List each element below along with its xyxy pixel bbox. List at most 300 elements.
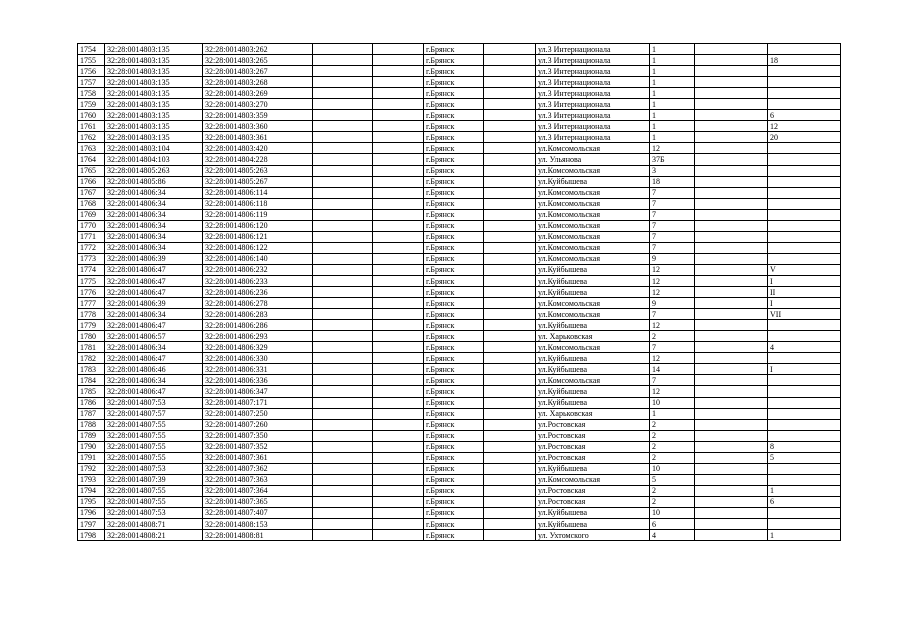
city-cell: г.Брянск bbox=[424, 231, 484, 242]
col-7-cell bbox=[484, 419, 536, 430]
apartment-number-cell bbox=[768, 231, 841, 242]
row-number-cell: 1781 bbox=[78, 342, 105, 353]
house-number-cell: 2 bbox=[650, 331, 695, 342]
col-10-cell bbox=[695, 143, 768, 154]
col-5-cell bbox=[373, 143, 424, 154]
col-5-cell bbox=[373, 198, 424, 209]
parent-cadastral-number-cell: 32:28:0014806:47 bbox=[105, 275, 203, 286]
cadastral-number-cell: 32:28:0014806:283 bbox=[203, 309, 313, 320]
col-10-cell bbox=[695, 298, 768, 309]
street-cell: ул.Комсомольская bbox=[536, 253, 650, 264]
col-5-cell bbox=[373, 375, 424, 386]
house-number-cell: 7 bbox=[650, 342, 695, 353]
street-cell: ул.3 Интернационала bbox=[536, 121, 650, 132]
parent-cadastral-number-cell: 32:28:0014806:34 bbox=[105, 187, 203, 198]
cadastral-number-cell: 32:28:0014803:361 bbox=[203, 132, 313, 143]
parent-cadastral-number-cell: 32:28:0014806:39 bbox=[105, 253, 203, 264]
street-cell: ул. Харьковская bbox=[536, 408, 650, 419]
col-4-cell bbox=[313, 99, 373, 110]
table-row bbox=[78, 452, 841, 463]
col-7-cell bbox=[484, 342, 536, 353]
col-4-cell bbox=[313, 485, 373, 496]
row-number-cell: 1769 bbox=[78, 209, 105, 220]
col-5-cell bbox=[373, 242, 424, 253]
table-row bbox=[78, 44, 841, 55]
apartment-number-cell bbox=[768, 99, 841, 110]
street-cell: ул.3 Интернационала bbox=[536, 55, 650, 66]
parent-cadastral-number-cell: 32:28:0014806:34 bbox=[105, 342, 203, 353]
col-4-cell bbox=[313, 452, 373, 463]
city-cell: г.Брянск bbox=[424, 187, 484, 198]
col-4-cell bbox=[313, 231, 373, 242]
col-7-cell bbox=[484, 143, 536, 154]
col-5-cell bbox=[373, 397, 424, 408]
col-4-cell bbox=[313, 386, 373, 397]
col-5-cell bbox=[373, 320, 424, 331]
street-cell: ул.3 Интернационала bbox=[536, 110, 650, 121]
col-4-cell bbox=[313, 154, 373, 165]
col-4-cell bbox=[313, 110, 373, 121]
row-number-cell: 1774 bbox=[78, 264, 105, 275]
cadastral-number-cell: 32:28:0014806:121 bbox=[203, 231, 313, 242]
table-row bbox=[78, 375, 841, 386]
cadastral-number-cell: 32:28:0014806:233 bbox=[203, 275, 313, 286]
parent-cadastral-number-cell: 32:28:0014806:47 bbox=[105, 287, 203, 298]
col-4-cell bbox=[313, 209, 373, 220]
col-5-cell bbox=[373, 88, 424, 99]
street-cell: ул.Куйбышева bbox=[536, 275, 650, 286]
cadastral-number-cell: 32:28:0014805:267 bbox=[203, 176, 313, 187]
col-10-cell bbox=[695, 110, 768, 121]
table-row bbox=[78, 530, 841, 541]
col-4-cell bbox=[313, 463, 373, 474]
street-cell: ул.Куйбышева bbox=[536, 386, 650, 397]
house-number-cell: 7 bbox=[650, 309, 695, 320]
col-7-cell bbox=[484, 452, 536, 463]
col-10-cell bbox=[695, 187, 768, 198]
house-number-cell: 7 bbox=[650, 242, 695, 253]
col-5-cell bbox=[373, 154, 424, 165]
col-5-cell bbox=[373, 353, 424, 364]
table-row bbox=[78, 253, 841, 264]
cadastral-number-cell: 32:28:0014806:347 bbox=[203, 386, 313, 397]
city-cell: г.Брянск bbox=[424, 430, 484, 441]
table-row bbox=[78, 419, 841, 430]
col-10-cell bbox=[695, 275, 768, 286]
parent-cadastral-number-cell: 32:28:0014806:34 bbox=[105, 375, 203, 386]
col-5-cell bbox=[373, 364, 424, 375]
parent-cadastral-number-cell: 32:28:0014807:53 bbox=[105, 507, 203, 518]
parent-cadastral-number-cell: 32:28:0014804:103 bbox=[105, 154, 203, 165]
table-row bbox=[78, 154, 841, 165]
house-number-cell: 37Б bbox=[650, 154, 695, 165]
cadastral-number-cell: 32:28:0014806:120 bbox=[203, 220, 313, 231]
house-number-cell: 7 bbox=[650, 220, 695, 231]
table-row bbox=[78, 408, 841, 419]
col-7-cell bbox=[484, 176, 536, 187]
data-table bbox=[77, 43, 841, 541]
street-cell: ул.Комсомольская bbox=[536, 342, 650, 353]
city-cell: г.Брянск bbox=[424, 419, 484, 430]
city-cell: г.Брянск bbox=[424, 452, 484, 463]
col-10-cell bbox=[695, 264, 768, 275]
house-number-cell: 2 bbox=[650, 419, 695, 430]
col-5-cell bbox=[373, 99, 424, 110]
col-7-cell bbox=[484, 386, 536, 397]
col-5-cell bbox=[373, 386, 424, 397]
col-4-cell bbox=[313, 496, 373, 507]
col-4-cell bbox=[313, 353, 373, 364]
city-cell: г.Брянск bbox=[424, 331, 484, 342]
street-cell: ул.Комсомольская bbox=[536, 242, 650, 253]
col-4-cell bbox=[313, 253, 373, 264]
col-7-cell bbox=[484, 66, 536, 77]
street-cell: ул.Комсомольская bbox=[536, 375, 650, 386]
row-number-cell: 1794 bbox=[78, 485, 105, 496]
cadastral-number-cell: 32:28:0014803:420 bbox=[203, 143, 313, 154]
parent-cadastral-number-cell: 32:28:0014806:34 bbox=[105, 198, 203, 209]
row-number-cell: 1765 bbox=[78, 165, 105, 176]
col-7-cell bbox=[484, 397, 536, 408]
apartment-number-cell bbox=[768, 463, 841, 474]
city-cell: г.Брянск bbox=[424, 309, 484, 320]
cadastral-number-cell: 32:28:0014806:336 bbox=[203, 375, 313, 386]
col-7-cell bbox=[484, 220, 536, 231]
house-number-cell: 4 bbox=[650, 530, 695, 541]
table-row bbox=[78, 264, 841, 275]
apartment-number-cell: 12 bbox=[768, 121, 841, 132]
apartment-number-cell: VII bbox=[768, 309, 841, 320]
cadastral-number-cell: 32:28:0014806:236 bbox=[203, 287, 313, 298]
row-number-cell: 1773 bbox=[78, 253, 105, 264]
apartment-number-cell: 6 bbox=[768, 110, 841, 121]
cadastral-number-cell: 32:28:0014805:263 bbox=[203, 165, 313, 176]
city-cell: г.Брянск bbox=[424, 275, 484, 286]
cadastral-number-cell: 32:28:0014803:270 bbox=[203, 99, 313, 110]
street-cell: ул.Куйбышева bbox=[536, 463, 650, 474]
row-number-cell: 1768 bbox=[78, 198, 105, 209]
house-number-cell: 12 bbox=[650, 264, 695, 275]
house-number-cell: 14 bbox=[650, 364, 695, 375]
cadastral-number-cell: 32:28:0014806:122 bbox=[203, 242, 313, 253]
cadastral-number-cell: 32:28:0014806:140 bbox=[203, 253, 313, 264]
street-cell: ул.Комсомольская bbox=[536, 220, 650, 231]
col-5-cell bbox=[373, 132, 424, 143]
row-number-cell: 1798 bbox=[78, 530, 105, 541]
street-cell: ул.Комсомольская bbox=[536, 165, 650, 176]
row-number-cell: 1775 bbox=[78, 275, 105, 286]
street-cell: ул.Куйбышева bbox=[536, 320, 650, 331]
col-5-cell bbox=[373, 530, 424, 541]
city-cell: г.Брянск bbox=[424, 88, 484, 99]
city-cell: г.Брянск bbox=[424, 353, 484, 364]
table-row bbox=[78, 187, 841, 198]
city-cell: г.Брянск bbox=[424, 55, 484, 66]
col-4-cell bbox=[313, 397, 373, 408]
col-4-cell bbox=[313, 519, 373, 530]
house-number-cell: 3 bbox=[650, 165, 695, 176]
table-row bbox=[78, 77, 841, 88]
col-5-cell bbox=[373, 474, 424, 485]
row-number-cell: 1792 bbox=[78, 463, 105, 474]
col-4-cell bbox=[313, 441, 373, 452]
col-7-cell bbox=[484, 353, 536, 364]
table-row bbox=[78, 220, 841, 231]
house-number-cell: 10 bbox=[650, 507, 695, 518]
row-number-cell: 1771 bbox=[78, 231, 105, 242]
row-number-cell: 1776 bbox=[78, 287, 105, 298]
col-5-cell bbox=[373, 176, 424, 187]
street-cell: ул. Ульянова bbox=[536, 154, 650, 165]
row-number-cell: 1770 bbox=[78, 220, 105, 231]
house-number-cell: 2 bbox=[650, 441, 695, 452]
street-cell: ул.Куйбышева bbox=[536, 507, 650, 518]
table-row bbox=[78, 430, 841, 441]
col-4-cell bbox=[313, 121, 373, 132]
table-row bbox=[78, 110, 841, 121]
city-cell: г.Брянск bbox=[424, 242, 484, 253]
parent-cadastral-number-cell: 32:28:0014803:135 bbox=[105, 121, 203, 132]
col-7-cell bbox=[484, 298, 536, 309]
table-row bbox=[78, 474, 841, 485]
parent-cadastral-number-cell: 32:28:0014806:57 bbox=[105, 331, 203, 342]
city-cell: г.Брянск bbox=[424, 264, 484, 275]
col-4-cell bbox=[313, 275, 373, 286]
table-row bbox=[78, 309, 841, 320]
col-7-cell bbox=[484, 408, 536, 419]
table-row bbox=[78, 231, 841, 242]
parent-cadastral-number-cell: 32:28:0014807:53 bbox=[105, 397, 203, 408]
apartment-number-cell bbox=[768, 474, 841, 485]
row-number-cell: 1786 bbox=[78, 397, 105, 408]
house-number-cell: 1 bbox=[650, 408, 695, 419]
street-cell: ул.3 Интернационала bbox=[536, 66, 650, 77]
col-5-cell bbox=[373, 519, 424, 530]
table-row bbox=[78, 298, 841, 309]
house-number-cell: 12 bbox=[650, 287, 695, 298]
col-4-cell bbox=[313, 309, 373, 320]
apartment-number-cell bbox=[768, 408, 841, 419]
parent-cadastral-number-cell: 32:28:0014808:71 bbox=[105, 519, 203, 530]
street-cell: ул.Комсомольская bbox=[536, 209, 650, 220]
city-cell: г.Брянск bbox=[424, 474, 484, 485]
apartment-number-cell bbox=[768, 220, 841, 231]
col-5-cell bbox=[373, 110, 424, 121]
street-cell: ул.Ростовская bbox=[536, 485, 650, 496]
apartment-number-cell: 18 bbox=[768, 55, 841, 66]
parent-cadastral-number-cell: 32:28:0014806:34 bbox=[105, 231, 203, 242]
parent-cadastral-number-cell: 32:28:0014806:34 bbox=[105, 309, 203, 320]
parent-cadastral-number-cell: 32:28:0014806:47 bbox=[105, 320, 203, 331]
cadastral-number-cell: 32:28:0014807:365 bbox=[203, 496, 313, 507]
col-5-cell bbox=[373, 55, 424, 66]
col-7-cell bbox=[484, 331, 536, 342]
col-4-cell bbox=[313, 419, 373, 430]
row-number-cell: 1796 bbox=[78, 507, 105, 518]
street-cell: ул.Комсомольская bbox=[536, 198, 650, 209]
city-cell: г.Брянск bbox=[424, 44, 484, 55]
house-number-cell: 10 bbox=[650, 397, 695, 408]
col-4-cell bbox=[313, 474, 373, 485]
table-row bbox=[78, 132, 841, 143]
apartment-number-cell: 6 bbox=[768, 496, 841, 507]
col-10-cell bbox=[695, 474, 768, 485]
row-number-cell: 1761 bbox=[78, 121, 105, 132]
col-7-cell bbox=[484, 253, 536, 264]
row-number-cell: 1778 bbox=[78, 309, 105, 320]
parent-cadastral-number-cell: 32:28:0014803:135 bbox=[105, 55, 203, 66]
apartment-number-cell: 4 bbox=[768, 342, 841, 353]
cadastral-number-cell: 32:28:0014807:362 bbox=[203, 463, 313, 474]
house-number-cell: 2 bbox=[650, 496, 695, 507]
row-number-cell: 1754 bbox=[78, 44, 105, 55]
col-4-cell bbox=[313, 331, 373, 342]
parent-cadastral-number-cell: 32:28:0014806:34 bbox=[105, 220, 203, 231]
col-5-cell bbox=[373, 231, 424, 242]
house-number-cell: 9 bbox=[650, 253, 695, 264]
apartment-number-cell bbox=[768, 375, 841, 386]
col-5-cell bbox=[373, 441, 424, 452]
col-7-cell bbox=[484, 44, 536, 55]
apartment-number-cell bbox=[768, 187, 841, 198]
col-10-cell bbox=[695, 496, 768, 507]
parent-cadastral-number-cell: 32:28:0014803:135 bbox=[105, 77, 203, 88]
col-5-cell bbox=[373, 66, 424, 77]
col-4-cell bbox=[313, 507, 373, 518]
col-4-cell bbox=[313, 143, 373, 154]
col-4-cell bbox=[313, 220, 373, 231]
col-10-cell bbox=[695, 519, 768, 530]
col-4-cell bbox=[313, 176, 373, 187]
house-number-cell: 7 bbox=[650, 231, 695, 242]
row-number-cell: 1772 bbox=[78, 242, 105, 253]
col-7-cell bbox=[484, 55, 536, 66]
col-10-cell bbox=[695, 242, 768, 253]
table-row bbox=[78, 364, 841, 375]
col-10-cell bbox=[695, 441, 768, 452]
col-4-cell bbox=[313, 242, 373, 253]
city-cell: г.Брянск bbox=[424, 143, 484, 154]
row-number-cell: 1782 bbox=[78, 353, 105, 364]
row-number-cell: 1762 bbox=[78, 132, 105, 143]
col-4-cell bbox=[313, 132, 373, 143]
col-5-cell bbox=[373, 264, 424, 275]
row-number-cell: 1788 bbox=[78, 419, 105, 430]
city-cell: г.Брянск bbox=[424, 519, 484, 530]
apartment-number-cell bbox=[768, 519, 841, 530]
col-10-cell bbox=[695, 121, 768, 132]
col-4-cell bbox=[313, 530, 373, 541]
cadastral-number-cell: 32:28:0014807:361 bbox=[203, 452, 313, 463]
cadastral-number-cell: 32:28:0014804:228 bbox=[203, 154, 313, 165]
street-cell: ул.3 Интернационала bbox=[536, 99, 650, 110]
city-cell: г.Брянск bbox=[424, 397, 484, 408]
apartment-number-cell bbox=[768, 88, 841, 99]
apartment-number-cell bbox=[768, 253, 841, 264]
city-cell: г.Брянск bbox=[424, 110, 484, 121]
city-cell: г.Брянск bbox=[424, 165, 484, 176]
apartment-number-cell bbox=[768, 353, 841, 364]
apartment-number-cell bbox=[768, 331, 841, 342]
street-cell: ул.3 Интернационала bbox=[536, 44, 650, 55]
col-7-cell bbox=[484, 165, 536, 176]
apartment-number-cell bbox=[768, 320, 841, 331]
street-cell: ул. Ухтомского bbox=[536, 530, 650, 541]
parent-cadastral-number-cell: 32:28:0014803:104 bbox=[105, 143, 203, 154]
parent-cadastral-number-cell: 32:28:0014807:55 bbox=[105, 430, 203, 441]
col-5-cell bbox=[373, 496, 424, 507]
street-cell: ул.3 Интернационала bbox=[536, 88, 650, 99]
parent-cadastral-number-cell: 32:28:0014806:47 bbox=[105, 386, 203, 397]
col-7-cell bbox=[484, 275, 536, 286]
cadastral-number-cell: 32:28:0014803:262 bbox=[203, 44, 313, 55]
col-10-cell bbox=[695, 408, 768, 419]
apartment-number-cell bbox=[768, 143, 841, 154]
col-10-cell bbox=[695, 507, 768, 518]
col-7-cell bbox=[484, 209, 536, 220]
col-5-cell bbox=[373, 121, 424, 132]
col-10-cell bbox=[695, 66, 768, 77]
parent-cadastral-number-cell: 32:28:0014803:135 bbox=[105, 66, 203, 77]
row-number-cell: 1766 bbox=[78, 176, 105, 187]
table-row bbox=[78, 275, 841, 286]
table-row bbox=[78, 242, 841, 253]
city-cell: г.Брянск bbox=[424, 386, 484, 397]
col-7-cell bbox=[484, 198, 536, 209]
apartment-number-cell: 5 bbox=[768, 452, 841, 463]
cadastral-number-cell: 32:28:0014806:331 bbox=[203, 364, 313, 375]
row-number-cell: 1779 bbox=[78, 320, 105, 331]
street-cell: ул.Куйбышева bbox=[536, 287, 650, 298]
col-10-cell bbox=[695, 320, 768, 331]
city-cell: г.Брянск bbox=[424, 320, 484, 331]
street-cell: ул.Комсомольская bbox=[536, 143, 650, 154]
col-5-cell bbox=[373, 463, 424, 474]
table-row bbox=[78, 496, 841, 507]
row-number-cell: 1791 bbox=[78, 452, 105, 463]
col-10-cell bbox=[695, 342, 768, 353]
row-number-cell: 1756 bbox=[78, 66, 105, 77]
col-10-cell bbox=[695, 485, 768, 496]
col-5-cell bbox=[373, 419, 424, 430]
row-number-cell: 1785 bbox=[78, 386, 105, 397]
house-number-cell: 1 bbox=[650, 88, 695, 99]
city-cell: г.Брянск bbox=[424, 485, 484, 496]
col-4-cell bbox=[313, 165, 373, 176]
city-cell: г.Брянск bbox=[424, 220, 484, 231]
col-10-cell bbox=[695, 309, 768, 320]
cadastral-number-cell: 32:28:0014807:260 bbox=[203, 419, 313, 430]
cadastral-number-cell: 32:28:0014808:81 bbox=[203, 530, 313, 541]
house-number-cell: 5 bbox=[650, 474, 695, 485]
row-number-cell: 1760 bbox=[78, 110, 105, 121]
cadastral-number-cell: 32:28:0014807:407 bbox=[203, 507, 313, 518]
col-7-cell bbox=[484, 110, 536, 121]
col-5-cell bbox=[373, 331, 424, 342]
col-4-cell bbox=[313, 66, 373, 77]
cadastral-number-cell: 32:28:0014806:232 bbox=[203, 264, 313, 275]
table-row bbox=[78, 198, 841, 209]
parent-cadastral-number-cell: 32:28:0014806:46 bbox=[105, 364, 203, 375]
table-row bbox=[78, 507, 841, 518]
col-7-cell bbox=[484, 485, 536, 496]
row-number-cell: 1777 bbox=[78, 298, 105, 309]
parent-cadastral-number-cell: 32:28:0014803:135 bbox=[105, 88, 203, 99]
street-cell: ул.Куйбышева bbox=[536, 353, 650, 364]
street-cell: ул.Ростовская bbox=[536, 452, 650, 463]
table-row bbox=[78, 331, 841, 342]
apartment-number-cell bbox=[768, 66, 841, 77]
